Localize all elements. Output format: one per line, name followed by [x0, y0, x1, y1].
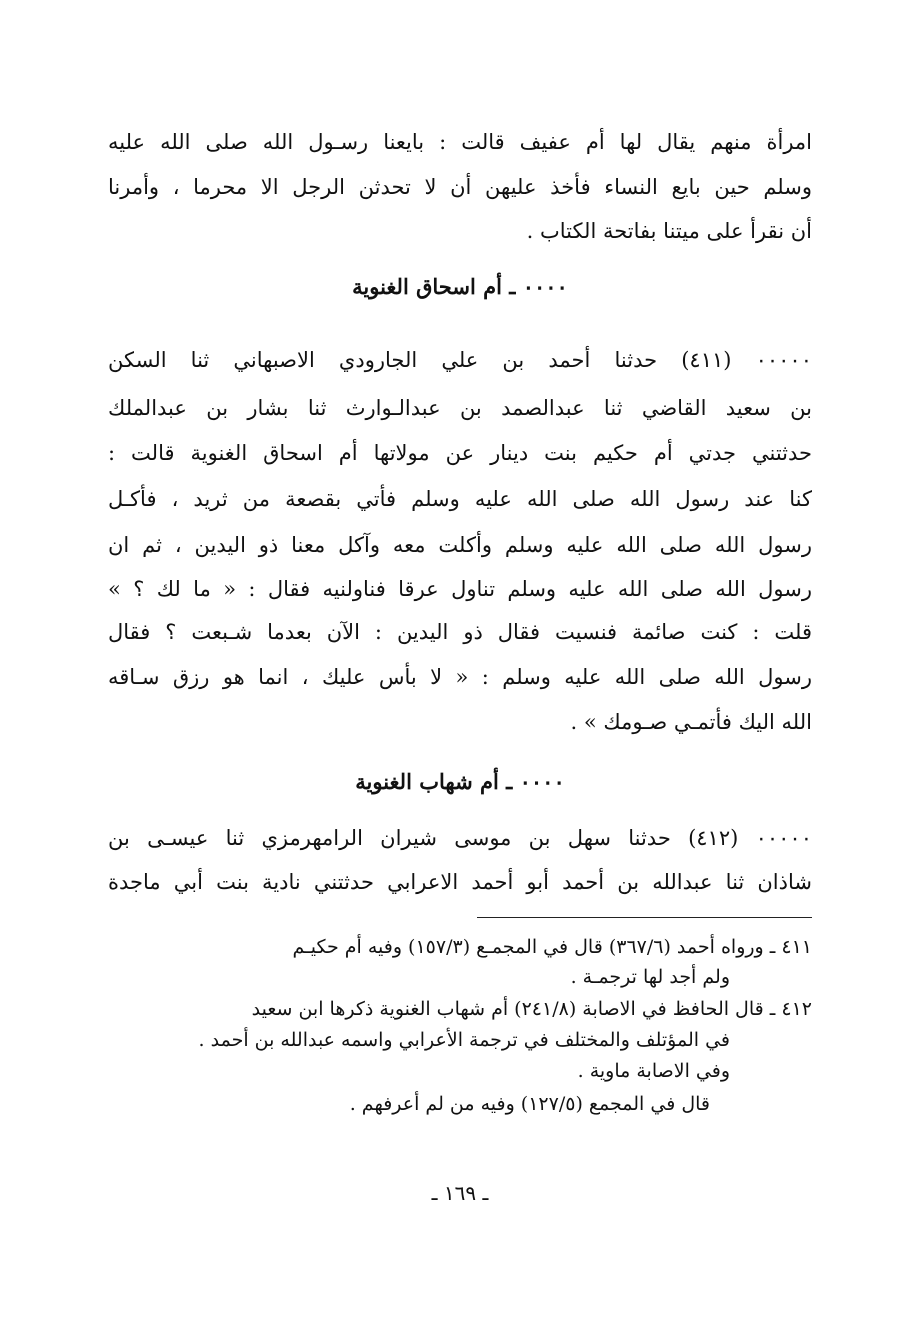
section-heading: ٠٠٠٠ ـ أم شهاب الغنوية: [355, 769, 565, 794]
text-line: ٠٠٠٠٠ (٤١٢) حدثنا سهل بن موسى شيران الرامهرمزي ثنا عيسـى بن: [108, 826, 812, 850]
text-line: وسلم حين بايع النساء فأخذ عليهن أن لا تحدثن الرجل الا محرما ، وأمرنا: [108, 175, 812, 199]
section-heading: ٠٠٠٠ ـ أم اسحاق الغنوية: [352, 274, 568, 299]
text-line: رسول الله صلى الله عليه وسلم : « لا بأس عليك ، انما هو رزق سـاقه: [108, 665, 812, 689]
footnote-line: في المؤتلف والمختلف في ترجمة الأعرابي واسمه عبدالله بن أحمد .: [198, 1029, 730, 1051]
text-line: بن سعيد القاضي ثنا عبدالصمد بن عبدالـوارث ثنا بشار بن عبدالملك: [108, 396, 812, 420]
text-line: رسول الله صلى الله عليه وسلم وأكلت معه وآكل معنا ذو اليدين ، ثم ان: [108, 533, 812, 557]
text-line: حدثتني جدتي أم حكيم بنت دينار عن مولاتها أم اسحاق الغنوية قالت :: [108, 441, 812, 465]
footnote-line: ٤١٢ ـ قال الحافظ في الاصابة (٢٤١/٨) أم شهاب الغنوية ذكرها ابن سعيد: [251, 998, 812, 1020]
text-line: شاذان ثنا عبدالله بن أحمد أبو أحمد الاعرابي حدثتني نادية بنت أبي ماجدة: [108, 870, 812, 894]
text-line: قلت : كنت صائمة فنسيت فقال ذو اليدين : الآن بعدما شـبعت ؟ فقال: [108, 620, 812, 644]
text-line: الله اليك فأتمـي صـومك » .: [570, 710, 812, 734]
text-line: امرأة منهم يقال لها أم عفيف قالت : بايعنا رسـول الله صلى الله عليه: [108, 130, 812, 154]
text-line: ٠٠٠٠٠ (٤١١) حدثنا أحمد بن علي الجارودي الاصبهاني ثنا السكن: [108, 348, 812, 372]
footnote-separator: [477, 917, 812, 918]
footnote-line: ٤١١ ـ ورواه أحمد (٣٦٧/٦) قال في المجمـع (١٥٧/٣) وفيه أم حكيـم: [292, 936, 812, 958]
text-line: كنا عند رسول الله صلى الله عليه وسلم فأتي بقصعة من ثريد ، فأكـل: [108, 487, 812, 511]
text-line: أن نقرأ على ميتنا بفاتحة الكتاب .: [526, 219, 812, 243]
footnote-line: ولم أجد لها ترجمـة .: [570, 966, 730, 988]
page-number: ـ ١٦٩ ـ: [431, 1181, 489, 1205]
text-line: رسول الله صلى الله عليه وسلم تناول عرقا فناولنيه فقال : « ما لك ؟ »: [108, 577, 812, 601]
footnote-line: وفي الاصابة ماوية .: [577, 1060, 730, 1082]
footnote-line: قال في المجمع (١٢٧/٥) وفيه من لم أعرفهم .: [349, 1093, 710, 1115]
